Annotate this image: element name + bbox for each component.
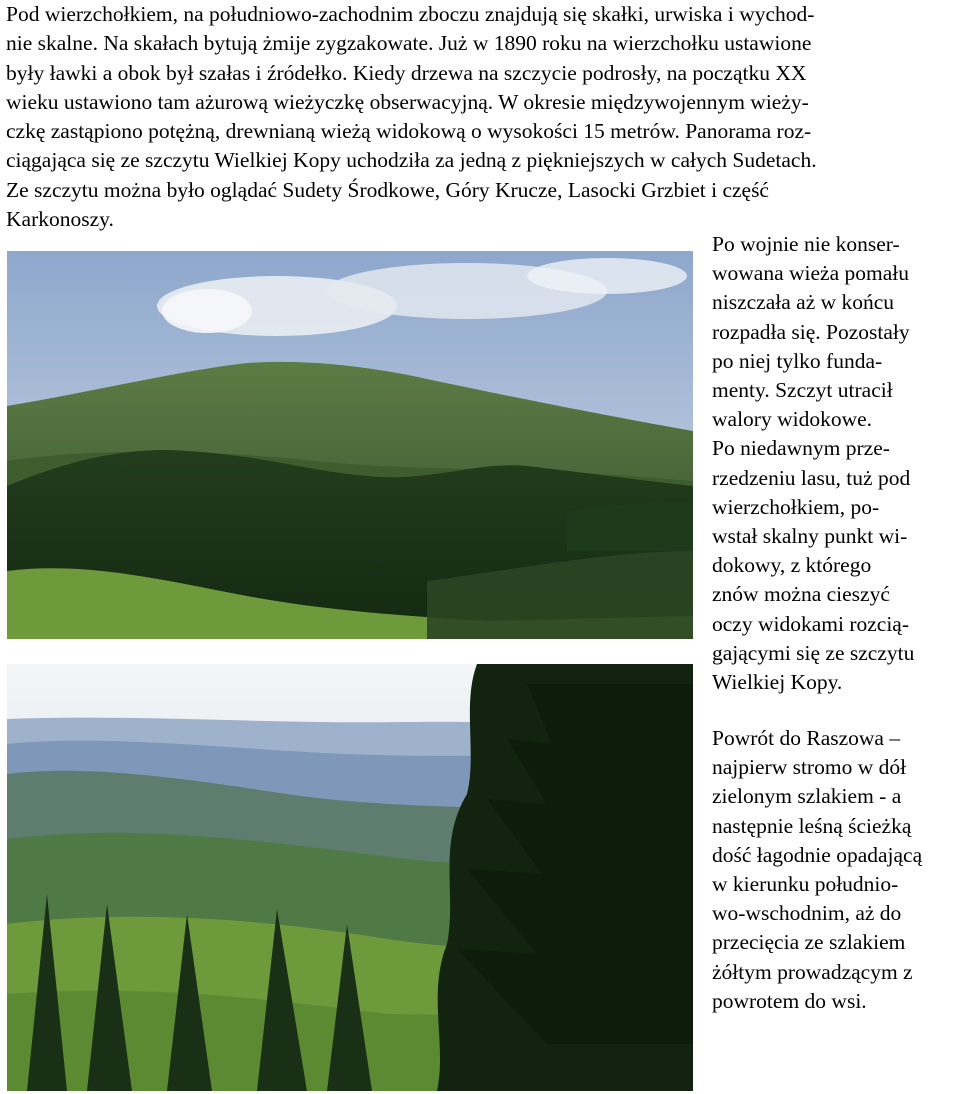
mountain-panorama-image bbox=[7, 251, 693, 639]
side-line: po niej tylko funda- bbox=[712, 348, 883, 373]
side-line: menty. Szczyt utracił bbox=[712, 378, 893, 403]
side-line: Po wojnie nie konser- bbox=[712, 232, 900, 256]
intro-line: Karkonoszy. bbox=[6, 207, 114, 232]
side-line: wstał skalny punkt wi- bbox=[712, 524, 908, 549]
side-line: wo-wschodnim, aż do bbox=[712, 901, 902, 926]
side-line: przecięcia ze szlakiem bbox=[712, 930, 906, 955]
intro-line: były ławki a obok był szałas i źródełko. Kiedy drzewa na szczycie podrosły, na początku XX bbox=[6, 60, 807, 85]
side-line: dość łagodnie opadającą bbox=[712, 842, 923, 867]
side-line: w kierunku południo- bbox=[712, 872, 899, 897]
side-line: znów można cieszyć bbox=[712, 582, 890, 607]
side-line: dokowy, z którego bbox=[712, 553, 872, 578]
side-line: wowana wieża pomału bbox=[712, 261, 910, 286]
intro-line: wieku ustawiono tam ażurową wieżyczkę obserwacyjną. W okresie międzywojennym wieży- bbox=[6, 89, 809, 114]
intro-paragraph bbox=[6, 0, 956, 234]
side-line: rozpadła się. Pozostały bbox=[712, 319, 910, 344]
side-line: oczy widokami rozcią- bbox=[712, 611, 909, 636]
intro-line: Ze szczytu można było oglądać Sudety Środkowe, Góry Krucze, Lasocki Grzbiet i część bbox=[6, 177, 769, 202]
side-line: gającymi się ze szczytu bbox=[712, 640, 915, 665]
intro-line: nie skalne. Na skałach bytują żmije zygzakowate. Już w 1890 roku na wierzchołku ustawione bbox=[6, 31, 812, 56]
side-paragraph-return-route bbox=[712, 724, 960, 1016]
valley-view-image bbox=[7, 664, 693, 1091]
side-line: powrotem do wsi. bbox=[712, 988, 867, 1013]
side-line: niszczała aż w końcu bbox=[712, 290, 895, 315]
side-line: zielonym szlakiem - a bbox=[712, 784, 902, 809]
side-line: żółtym prowadzącym z bbox=[712, 959, 913, 984]
intro-line: czkę zastąpiono potężną, drewnianą wieżą widokową o wysokości 15 metrów. Panorama roz- bbox=[6, 119, 812, 144]
side-line: wierzchołkiem, po- bbox=[712, 494, 880, 519]
valley-view-photo bbox=[7, 664, 693, 1091]
side-line: najpierw stromo w dół bbox=[712, 755, 907, 780]
side-line: Po niedawnym prze- bbox=[712, 436, 890, 461]
intro-line: Pod wierzchołkiem, na południowo-zachodnim zboczu znajdują się skałki, urwiska i wychod- bbox=[6, 2, 815, 26]
side-line: walory widokowe. bbox=[712, 407, 873, 432]
side-line: Wielkiej Kopy. bbox=[712, 670, 843, 695]
side-line: następnie leśną ścieżką bbox=[712, 813, 912, 838]
side-paragraph-tower-history bbox=[712, 230, 960, 697]
intro-line: ciągająca się ze szczytu Wielkiej Kopy uchodziła za jedną z piękniejszych w całych Sudetach. bbox=[6, 148, 817, 173]
mountain-panorama-photo bbox=[7, 251, 693, 639]
side-line: Powrót do Raszowa – bbox=[712, 726, 901, 750]
side-line: rzedzeniu lasu, tuż pod bbox=[712, 465, 911, 490]
